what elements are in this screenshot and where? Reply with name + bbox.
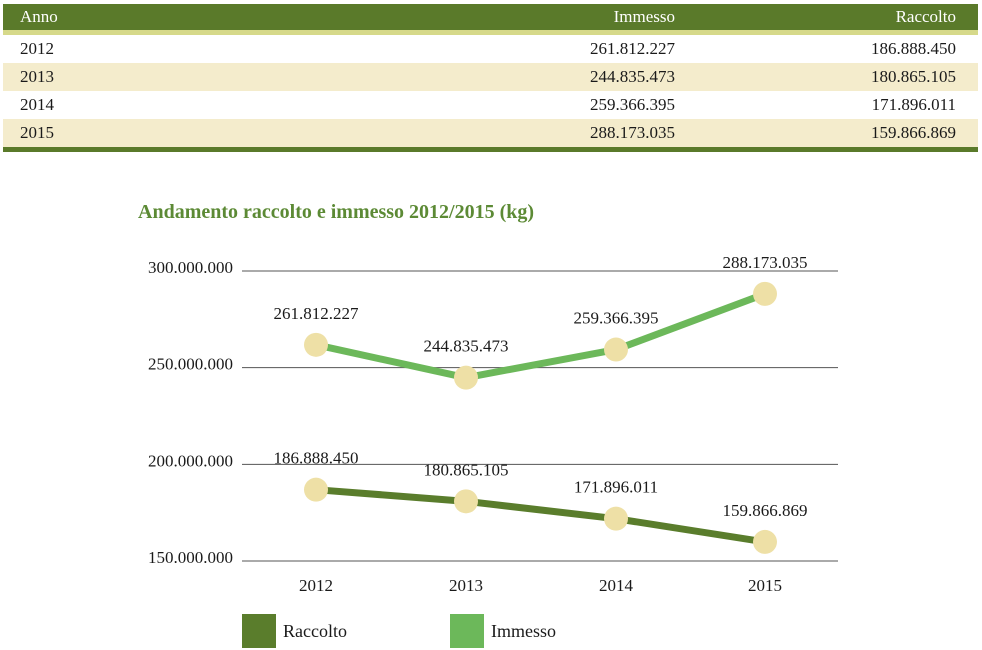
data-label-raccolto: 180.865.105 — [423, 460, 509, 480]
data-label-raccolto: 171.896.011 — [573, 477, 659, 497]
legend-swatch-raccolto — [242, 614, 276, 648]
y-tick-label: 300.000.000 — [148, 258, 233, 277]
data-label-immesso: 288.173.035 — [722, 252, 808, 272]
x-tick-label: 2013 — [449, 576, 483, 595]
cell-raccolto: 171.896.011 — [871, 95, 956, 114]
header-immesso: Immesso — [613, 7, 675, 26]
data-label-raccolto: 186.888.450 — [273, 448, 359, 468]
chart-legend — [0, 614, 982, 650]
cell-anno: 2013 — [20, 67, 54, 86]
data-label-immesso: 261.812.227 — [273, 303, 359, 323]
cell-immesso: 288.173.035 — [590, 123, 675, 142]
x-tick-label: 2014 — [599, 576, 633, 595]
data-point-immesso — [304, 333, 328, 357]
data-label-raccolto: 159.866.869 — [722, 500, 808, 520]
y-tick-label: 200.000.000 — [148, 451, 233, 471]
cell-raccolto: 159.866.869 — [871, 123, 956, 142]
cell-anno: 2015 — [20, 123, 54, 142]
y-tick-label: 150.000.000 — [148, 548, 233, 567]
x-tick-label: 2012 — [299, 576, 333, 595]
y-tick-label: 250.000.000 — [148, 354, 233, 374]
cell-raccolto: 186.888.450 — [871, 39, 956, 58]
legend-label-raccolto: Raccolto — [283, 620, 347, 641]
legend-swatch-immesso — [450, 614, 484, 648]
header-anno: Anno — [20, 7, 58, 26]
series-line-immesso — [316, 294, 765, 378]
legend-item-immesso — [450, 614, 556, 648]
data-point-raccolto — [753, 530, 777, 554]
data-point-raccolto — [304, 478, 328, 502]
legend-item-raccolto — [242, 614, 347, 648]
chart-title: Andamento raccolto e immesso 2012/2015 (kg) — [138, 201, 535, 223]
cell-immesso: 259.366.395 — [590, 95, 675, 114]
header-raccolto: Raccolto — [895, 7, 956, 26]
data-point-immesso — [604, 338, 628, 362]
data-point-raccolto — [454, 489, 478, 513]
legend-label-immesso: Immesso — [491, 620, 556, 641]
data-label-immesso: 259.366.395 — [573, 308, 659, 328]
cell-immesso: 244.835.473 — [590, 67, 675, 86]
data-point-raccolto — [604, 507, 628, 531]
x-tick-label: 2015 — [748, 576, 782, 595]
data-label-immesso: 244.835.473 — [423, 336, 509, 356]
data-point-immesso — [454, 366, 478, 390]
data-point-immesso — [753, 282, 777, 306]
cell-raccolto: 180.865.105 — [871, 67, 956, 86]
series-line-raccolto — [316, 490, 765, 542]
cell-anno: 2014 — [20, 95, 54, 114]
cell-immesso: 261.812.227 — [590, 39, 675, 58]
cell-anno: 2012 — [20, 39, 54, 58]
